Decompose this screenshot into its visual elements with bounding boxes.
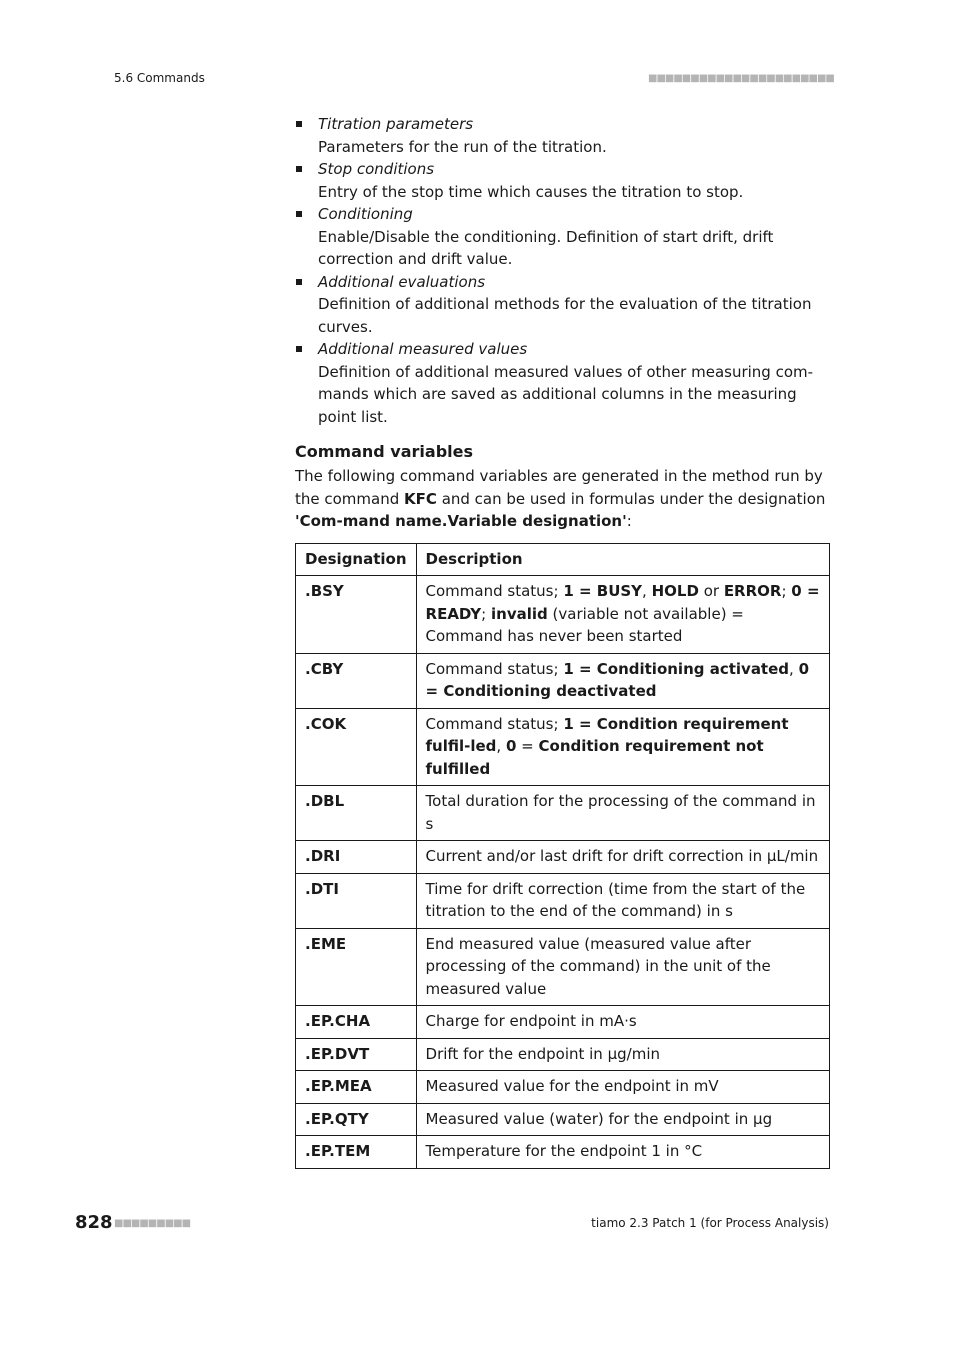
list-item-description: Entry of the stop time which causes the titration to stop. [318, 182, 744, 201]
intro-text: : [626, 512, 632, 530]
list-item-title: Titration parameters [318, 115, 474, 133]
bullet-square-icon [296, 166, 302, 172]
description-cell [416, 708, 829, 786]
section-heading: Command variables [295, 442, 473, 461]
description-cell: Total duration for the processing of the command in s [416, 786, 829, 841]
list-item-description: Definition of additional methods for the evaluation of the titration curves. [318, 295, 812, 336]
designation-cell: .EP.CHA [296, 1006, 417, 1039]
text-run: , [642, 582, 652, 600]
table-row [296, 653, 830, 708]
list-item-description: Definition of additional measured values of other measuring com-mands which are saved as additional columns in the measuring point list. [318, 362, 814, 426]
list-item-description: Parameters for the run of the titration. [318, 137, 607, 156]
list-item [295, 113, 830, 158]
bold-run: 0 [505, 737, 517, 755]
designation-cell: .EME [296, 928, 417, 1006]
bold-run: 1 = BUSY [563, 582, 643, 600]
bold-run: HOLD [651, 582, 699, 600]
description-cell: Temperature for the endpoint 1 in °C [416, 1136, 829, 1169]
list-item [295, 158, 830, 203]
product-name: tiamo 2.3 Patch 1 (for Process Analysis) [591, 1216, 829, 1230]
header-decoration: ■■■■■■■■■■■■■■■■■■■■■■ [648, 73, 834, 84]
bold-run: Condition requirement not fulfilled [425, 737, 764, 778]
command-name: KFC [404, 489, 437, 508]
text-run: (variable not available) = Command has never been started [425, 604, 744, 645]
bold-run: 0 = READY [425, 582, 820, 623]
list-item [295, 338, 830, 428]
column-header-description: Description [416, 543, 829, 576]
bold-run: invalid [491, 604, 548, 623]
table-row [296, 786, 830, 841]
bold-run: ERROR [723, 582, 782, 600]
bold-run: 1 = Condition requirement fulfil-led [425, 714, 789, 755]
designation-cell: .EP.QTY [296, 1103, 417, 1136]
table-row [296, 708, 830, 786]
page-number: 828 [75, 1212, 113, 1233]
table-row [296, 928, 830, 1006]
list-item [295, 203, 830, 271]
intro-text: The following command variables are generated in the method run by the command [295, 467, 823, 508]
table-row [296, 576, 830, 654]
bold-run: 0 = Conditioning deactivated [425, 659, 809, 700]
text-run: or [698, 582, 724, 600]
list-item-title: Additional evaluations [318, 272, 486, 291]
designation-cell: .EP.DVT [296, 1038, 417, 1071]
description-cell: Measured value (water) for the endpoint in µg [416, 1103, 829, 1136]
table-header-row [296, 543, 830, 576]
designation-cell: .COK [296, 708, 417, 786]
table-row [296, 1071, 830, 1104]
designation-cell: .DTI [296, 873, 417, 928]
list-item [295, 271, 830, 339]
designation-cell: .BSY [296, 576, 417, 654]
parameter-list [295, 113, 830, 428]
table-row [296, 841, 830, 874]
description-cell: Measured value for the endpoint in mV [416, 1071, 829, 1104]
description-cell [416, 653, 829, 708]
variables-table [295, 543, 830, 1169]
designation-cell: .CBY [296, 653, 417, 708]
intro-text: and can be used in formulas under the designation [436, 489, 826, 508]
table-row [296, 1103, 830, 1136]
designation-cell: .EP.MEA [296, 1071, 417, 1104]
intro-paragraph [295, 465, 830, 533]
designation-cell: .DRI [296, 841, 417, 874]
running-header-section: 5.6 Commands [114, 71, 205, 85]
list-item-title: Stop conditions [318, 160, 435, 178]
table-row [296, 873, 830, 928]
main-content [295, 113, 830, 1169]
text-run: ; [781, 582, 792, 600]
description-cell: Charge for endpoint in mA·s [416, 1006, 829, 1039]
bullet-square-icon [296, 211, 302, 217]
designation-format: 'Com-mand name.Variable designation' [295, 512, 627, 530]
description-cell: Current and/or last drift for drift correction in µL/min [416, 841, 829, 874]
bold-run: 1 = Conditioning activated [563, 659, 790, 678]
designation-cell: .DBL [296, 786, 417, 841]
list-item-title: Conditioning [318, 205, 413, 223]
table-row [296, 1038, 830, 1071]
list-item-title: Additional measured values [318, 340, 528, 358]
text-run: = [516, 737, 539, 755]
text-run: Command status; [425, 714, 564, 733]
text-run: , [789, 659, 799, 678]
bullet-square-icon [296, 346, 302, 352]
text-run: , [496, 737, 506, 755]
footer-decoration: ■■■■■■■■■ [114, 1218, 191, 1229]
list-item-description: Enable/Disable the conditioning. Definition of start drift, drift correction and drift value. [318, 227, 774, 268]
text-run: Command status; [425, 582, 564, 600]
bullet-square-icon [296, 121, 302, 127]
description-cell: End measured value (measured value after processing of the command) in the unit of the measured value [416, 928, 829, 1006]
description-cell: Drift for the endpoint in µg/min [416, 1038, 829, 1071]
description-cell: Time for drift correction (time from the start of the titration to the end of the command) in s [416, 873, 829, 928]
designation-cell: .EP.TEM [296, 1136, 417, 1169]
column-header-designation: Designation [296, 543, 417, 576]
text-run: ; [481, 604, 491, 623]
table-row [296, 1006, 830, 1039]
text-run: Command status; [425, 659, 564, 678]
bullet-square-icon [296, 279, 302, 285]
description-cell [416, 576, 829, 654]
table-row [296, 1136, 830, 1169]
